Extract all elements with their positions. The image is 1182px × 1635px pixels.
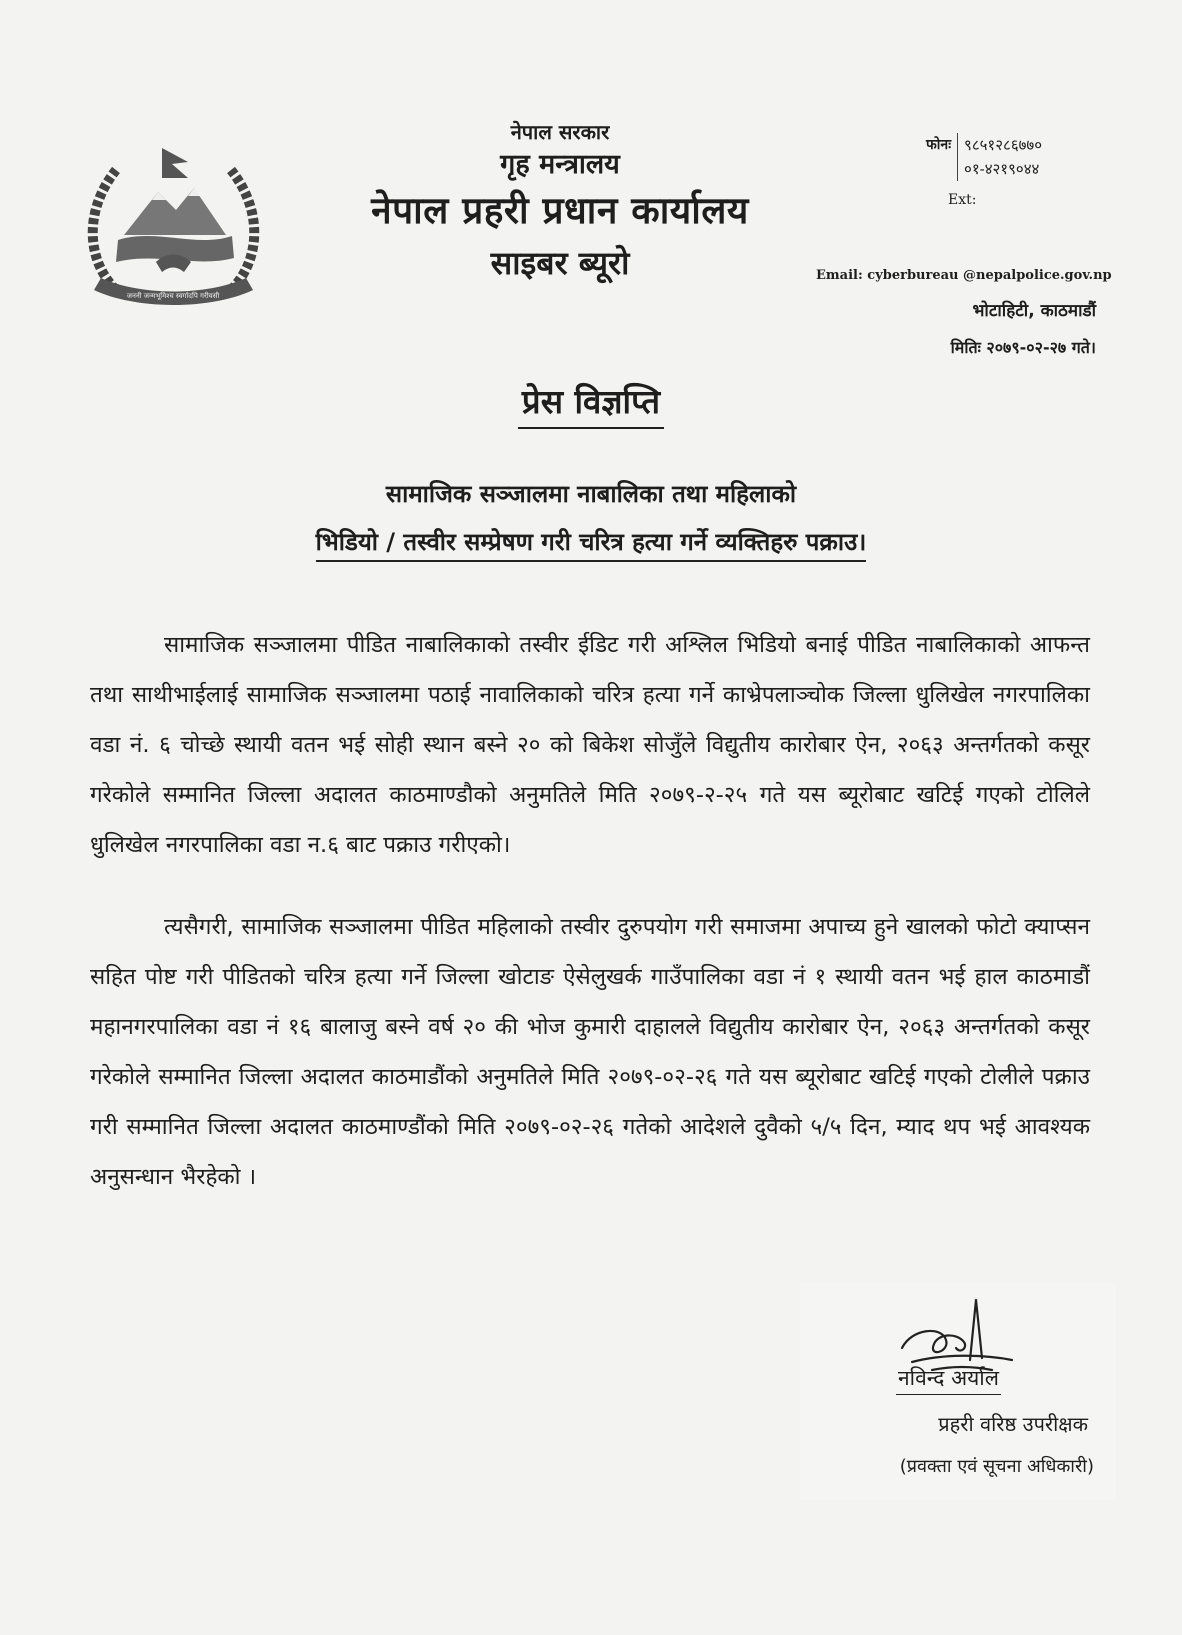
subject: [0, 470, 1182, 566]
signatory-role: (प्रवक्ता एवं सूचना अधिकारी): [899, 1456, 1094, 1477]
ministry-name: गृह मन्त्रालय: [500, 149, 620, 180]
ext-label: Ext:: [948, 192, 977, 208]
letterhead: [280, 118, 840, 288]
press-release-title-text: प्रेस विज्ञप्ति: [518, 382, 664, 429]
paragraph-1: सामाजिक सञ्जालमा पीडित नाबालिकाको तस्वीर ईडिट गरी अश्लिल भिडियो बनाई पीडित नाबालिकाको आफन्त तथा साथीभाईलाई सामाजिक सञ्जालमा पठाई नावालिकाको चरित्र हत्या गर्ने काभ्रेपलाञ्चोक जिल्ला धुलिखेल नगरपालिका वडा नं. ६ चोच्छे स्थायी वतन भई सोही स्थान बस्ने २० को बिकेश सोजुँले विद्युतीय कारोबार ऐन, २०६३ अन्तर्गतको कसूर गरेकोले सम्मानित जिल्ला अदालत काठमाण्डौको अनुमतिले मिति २०७९-२-२५ गते यस ब्यूरोबाट खटिई गएको टोलिले धुलिखेल नगरपालिका वडा न.६ बाट पक्राउ गरीएको।: [90, 632, 1090, 858]
subject-line-1: सामाजिक सञ्जालमा नाबालिका तथा महिलाको: [385, 480, 797, 508]
body-text: [90, 620, 1090, 1202]
phone-list: [957, 133, 1042, 181]
paragraph-2: त्यसैगरी, सामाजिक सञ्जालमा पीडित महिलाको तस्वीर दुरुपयोग गरी समाजमा अपाच्य हुने खालको फोटो क्याप्सन सहित पोष्ट गरी पीडितको चरित्र हत्या गर्ने जिल्ला खोटाङ ऐसेलुखर्क गाउँपालिका वडा नं १ स्थायी वतन भई हाल काठमाडौं महानगरपालिका वडा नं १६ बालाजु बस्ने वर्ष २० की भोज कुमारी दाहालले विद्युतीय कारोबार ऐन, २०६३ अन्तर्गतको कसूर गरेकोले सम्मानित जिल्ला अदालत काठमाडौंको अनुमतिले मिति २०७९-०२-२६ गते यस ब्यूरोबाट खटिई गएको टोलीले पक्राउ गरी सम्मानित जिल्ला अदालत काठमाण्डौंको मिति २०७९-०२-२६ गतेको आदेशले दुवैको ५/५ दिन, म्याद थप भई आवश्यक अनुसन्धान भैरहेको ।: [90, 914, 1090, 1190]
phone-block: [926, 133, 1042, 181]
office-name: नेपाल प्रहरी प्रधान कार्यालय: [371, 189, 749, 232]
phone-label: फोनः: [926, 137, 952, 153]
phone-number-2: ०१-४२१९०४४: [964, 160, 1040, 178]
signatory-rank: प्रहरी वरिष्ठ उपरीक्षक: [938, 1412, 1088, 1436]
signatory-name: नविन्द अर्याल: [896, 1364, 1001, 1395]
phone-number-1: ९८५१२८६७७०: [964, 136, 1043, 154]
bureau-name: साइबर ब्यूरो: [490, 244, 630, 282]
emblem-motto: जननी जन्मभूमिश्च स्वर्गादपि गरीयसी: [126, 292, 220, 300]
email-address: Email: cyberbureau @nepalpolice.gov.np: [816, 268, 1112, 283]
subject-line-2: भिडियो / तस्वीर सम्प्रेषण गरी चरित्र हत्या गर्ने व्यक्तिहरु पक्राउ।: [316, 528, 867, 562]
office-address: भोटाहिटी, काठमाडौं: [972, 301, 1096, 321]
issue-date: मितिः २०७९-०२-२७ गते।: [950, 338, 1096, 357]
press-release-title: [0, 378, 1182, 423]
government-name: नेपाल सरकार: [510, 120, 610, 144]
nepal-emblem-icon: [76, 140, 271, 312]
